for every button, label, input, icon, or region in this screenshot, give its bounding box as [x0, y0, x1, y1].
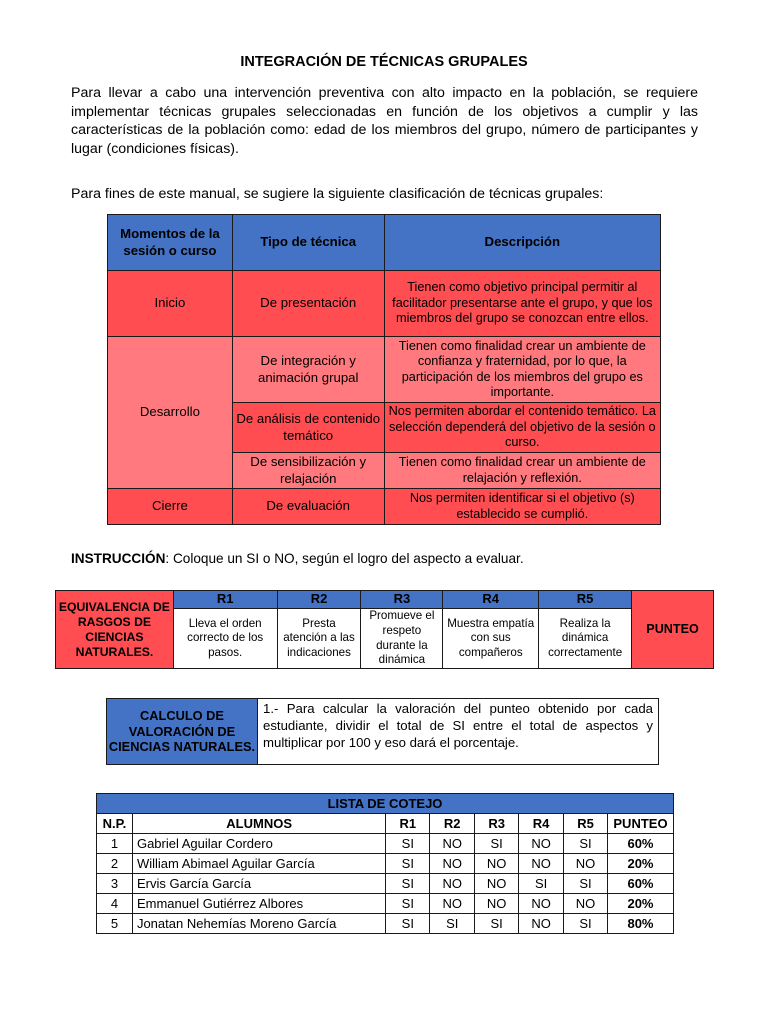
r-cell: SI: [386, 834, 430, 854]
column-r4: R4: [519, 814, 564, 834]
r-cell: SI: [519, 874, 564, 894]
r-cell: SI: [386, 874, 430, 894]
student-name: William Abimael Aguilar García: [132, 854, 385, 874]
type-cell: De integración y animación grupal: [232, 337, 384, 403]
student-name: Ervis García García: [132, 874, 385, 894]
punteo-label: PUNTEO: [632, 591, 714, 669]
description-cell: Tienen como finalidad crear un ambiente de confianza y fraternidad, por lo que, la participación de los miembros del grupo es importante.: [384, 337, 660, 403]
column-punteo: PUNTEO: [607, 814, 673, 834]
np-cell: 2: [97, 854, 133, 874]
r-cell: SI: [386, 894, 430, 914]
r-cell: SI: [386, 854, 430, 874]
punteo-cell: 80%: [607, 914, 673, 934]
table-row: [97, 874, 674, 894]
equivalencia-header-row: [56, 591, 714, 609]
calculo-text: 1.- Para calcular la valoración del punteo obtenido por cada estudiante, dividir el total de SI entre el total de aspectos y multiplicar por 100 y eso dará el porcentaje.: [258, 699, 659, 765]
punteo-cell: 20%: [607, 894, 673, 914]
r-cell: NO: [519, 914, 564, 934]
r-cell: SI: [430, 914, 475, 934]
table-row: [97, 834, 674, 854]
r-cell: SI: [475, 834, 519, 854]
lista-cotejo-table: [96, 793, 674, 934]
instruction-line: [71, 551, 524, 566]
criterion-text: Presta atención a las indicaciones: [277, 609, 361, 669]
type-cell: De evaluación: [232, 489, 384, 525]
r-cell: SI: [475, 914, 519, 934]
column-r5: R5: [564, 814, 608, 834]
r-cell: NO: [564, 854, 608, 874]
r-cell: SI: [564, 834, 608, 854]
header-description: Descripción: [384, 215, 660, 271]
criterion-code: R1: [173, 591, 277, 609]
r-cell: SI: [564, 914, 608, 934]
criterion-text: Lleva el orden correcto de los pasos.: [173, 609, 277, 669]
type-cell: De presentación: [232, 271, 384, 337]
table-row: [97, 894, 674, 914]
r-cell: SI: [386, 914, 430, 934]
punteo-cell: 60%: [607, 874, 673, 894]
column-alumnos: ALUMNOS: [132, 814, 385, 834]
instruction-text: : Coloque un SI o NO, según el logro del aspecto a evaluar.: [165, 551, 524, 566]
description-cell: Tienen como objetivo principal permitir al facilitador presentarse ante el grupo, y que los miembros del grupo se conozcan entre ellos.: [384, 271, 660, 337]
table-row: [97, 914, 674, 934]
student-name: Jonatan Nehemías Moreno García: [132, 914, 385, 934]
calculo-table: [106, 698, 659, 765]
moment-cell: Cierre: [108, 489, 233, 525]
table-row: [108, 271, 661, 337]
punteo-cell: 60%: [607, 834, 673, 854]
description-cell: Nos permiten identificar si el objetivo (s) establecido se cumplió.: [384, 489, 660, 525]
equivalencia-table: [55, 590, 714, 669]
techniques-table: [107, 214, 661, 525]
description-cell: Tienen como finalidad crear un ambiente de relajación y reflexión.: [384, 453, 660, 489]
r-cell: NO: [430, 854, 475, 874]
table-row: [97, 854, 674, 874]
punteo-cell: 20%: [607, 854, 673, 874]
criterion-code: R5: [539, 591, 632, 609]
r-cell: NO: [430, 874, 475, 894]
np-cell: 4: [97, 894, 133, 914]
criterion-code: R4: [443, 591, 539, 609]
lista-title: LISTA DE COTEJO: [97, 794, 674, 814]
criterion-text: Realiza la dinámica correctamente: [539, 609, 632, 669]
lista-column-header-row: [97, 814, 674, 834]
criterion-code: R3: [361, 591, 443, 609]
r-cell: NO: [519, 854, 564, 874]
r-cell: NO: [519, 834, 564, 854]
moment-cell: Inicio: [108, 271, 233, 337]
header-moment: Momentos de la sesión o curso: [108, 215, 233, 271]
column-r1: R1: [386, 814, 430, 834]
header-type: Tipo de técnica: [232, 215, 384, 271]
r-cell: NO: [475, 874, 519, 894]
np-cell: 5: [97, 914, 133, 934]
techniques-header-row: [108, 215, 661, 271]
calculo-label: CALCULO DE VALORACIÓN DE CIENCIAS NATURALES.: [107, 699, 258, 765]
column-r2: R2: [430, 814, 475, 834]
r-cell: NO: [519, 894, 564, 914]
np-cell: 3: [97, 874, 133, 894]
table-row: [108, 489, 661, 525]
r-cell: NO: [475, 854, 519, 874]
criterion-text: Muestra empatía con sus compañeros: [443, 609, 539, 669]
r-cell: SI: [564, 874, 608, 894]
criterion-text: Promueve el respeto durante la dinámica: [361, 609, 443, 669]
type-cell: De sensibilización y relajación: [232, 453, 384, 489]
r-cell: NO: [564, 894, 608, 914]
intro-paragraph: Para llevar a cabo una intervención preventiva con alto impacto en la población, se requiere implementar técnicas grupales seleccionadas en función de los objetivos a cumplir y las características de la población como: edad de los miembros del grupo, número de participantes y lugar (condiciones físicas).: [71, 85, 698, 157]
r-cell: NO: [430, 834, 475, 854]
equivalencia-label: EQUIVALENCIA DE RASGOS DE CIENCIAS NATURALES.: [56, 591, 174, 669]
column-r3: R3: [475, 814, 519, 834]
r-cell: NO: [430, 894, 475, 914]
student-name: Emmanuel Gutiérrez Albores: [132, 894, 385, 914]
description-cell: Nos permiten abordar el contenido temático. La selección dependerá del objetivo de la sesión o curso.: [384, 403, 660, 453]
moment-cell: Desarrollo: [108, 337, 233, 489]
column-np: N.P.: [97, 814, 133, 834]
instruction-label: INSTRUCCIÓN: [71, 551, 166, 566]
table-row: [108, 337, 661, 403]
type-cell: De análisis de contenido temático: [232, 403, 384, 453]
page-title: INTEGRACIÓN DE TÉCNICAS GRUPALES: [240, 54, 528, 70]
r-cell: NO: [475, 894, 519, 914]
np-cell: 1: [97, 834, 133, 854]
student-name: Gabriel Aguilar Cordero: [132, 834, 385, 854]
criterion-code: R2: [277, 591, 361, 609]
classification-paragraph: Para fines de este manual, se sugiere la siguiente clasificación de técnicas grupales:: [71, 186, 604, 202]
